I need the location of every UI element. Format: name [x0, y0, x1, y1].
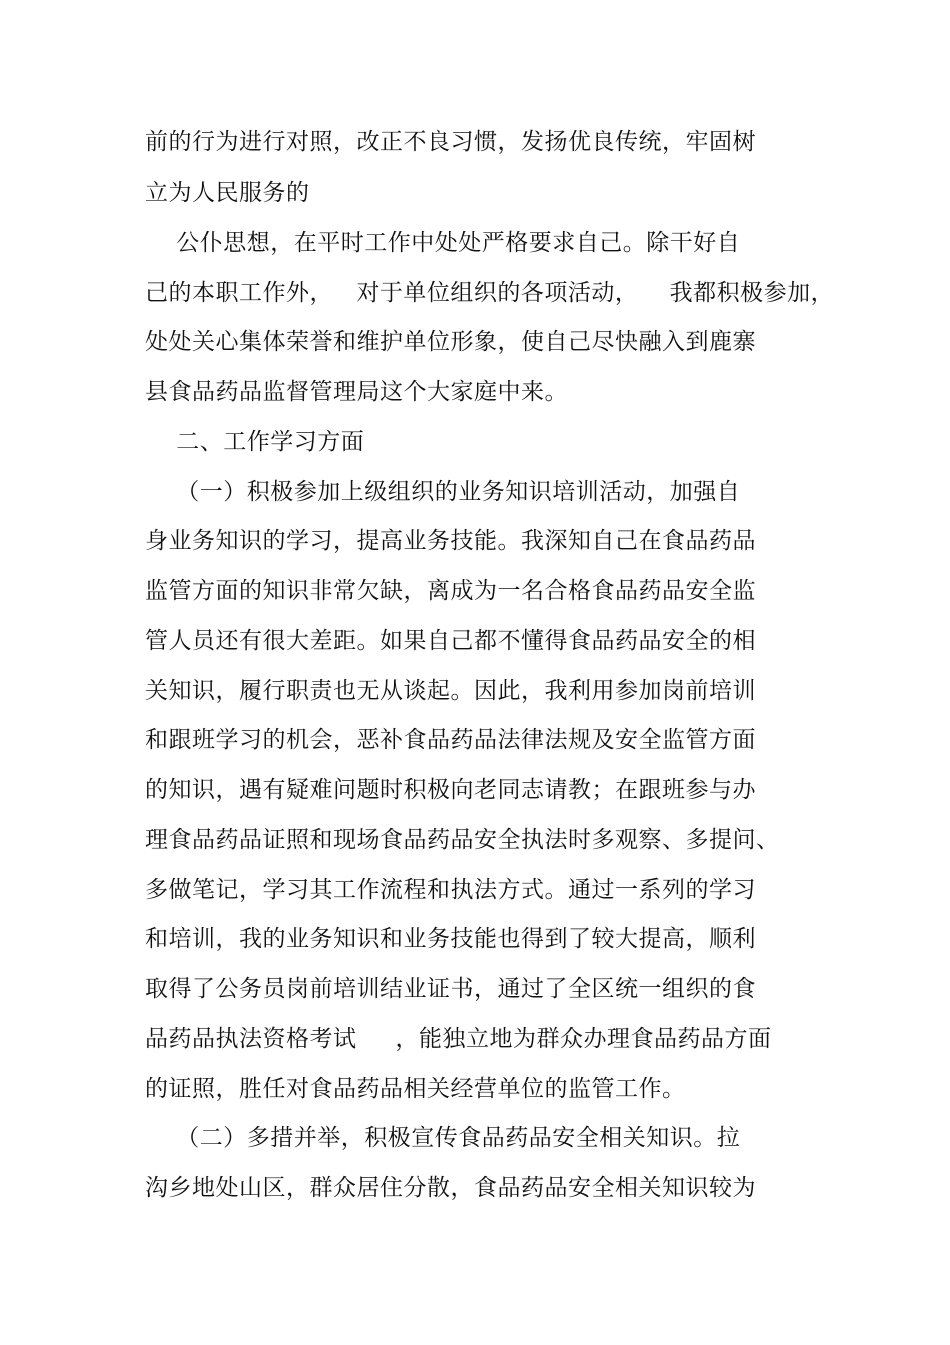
text-line: 取得了公务员岗前培训结业证书，通过了全区统一组织的食: [145, 976, 756, 1002]
text-line: 和培训，我的业务知识和业务技能也得到了较大提高，顺利: [145, 926, 756, 952]
text-line: （二）多措并举，积极宣传食品药品安全相关知识。拉: [145, 1125, 741, 1151]
text-line: 管人员还有很大差距。如果自己都不懂得食品药品安全的相: [145, 628, 756, 654]
text-line: 己的本职工作外， 对于单位组织的各项活动， 我都积极参加，: [145, 280, 835, 306]
text-line: 县食品药品监督管理局这个大家庭中来。: [145, 379, 568, 405]
text-line: 理食品药品证照和现场食品药品安全执法时多观察、多提问、: [145, 827, 780, 853]
text-line: 公仆思想，在平时工作中处处严格要求自己。除干好自: [145, 230, 741, 256]
text-line: 处处关心集体荣誉和维护单位形象，使自己尽快融入到鹿寨: [145, 329, 756, 355]
text-line: 和跟班学习的机会，恶补食品药品法律法规及安全监管方面: [145, 727, 756, 753]
text-line: 沟乡地处山区，群众居住分散，食品药品安全相关知识较为: [145, 1175, 756, 1201]
text-line: 身业务知识的学习，提高业务技能。我深知自己在食品药品: [145, 528, 756, 554]
text-line: 立为人民服务的: [145, 180, 310, 206]
text-line: 监管方面的知识非常欠缺，离成为一名合格食品药品安全监: [145, 578, 756, 604]
text-line: 品药品执法资格考试 ，能独立地为群众办理食品药品方面: [145, 1026, 772, 1052]
section-heading: 二、工作学习方面: [145, 429, 365, 455]
text-line: 多做笔记，学习其工作流程和执法方式。通过一系列的学习: [145, 877, 756, 903]
text-line: 的证照，胜任对食品药品相关经营单位的监管工作。: [145, 1076, 686, 1102]
text-line: 前的行为进行对照，改正不良习惯，发扬优良传统，牢固树: [145, 129, 756, 155]
text-line: （一）积极参加上级组织的业务知识培训活动，加强自: [145, 479, 741, 505]
text-line: 的知识，遇有疑难问题时积极向老同志请教；在跟班参与办: [145, 777, 756, 803]
text-line: 关知识，履行职责也无从谈起。因此，我利用参加岗前培训: [145, 678, 756, 704]
